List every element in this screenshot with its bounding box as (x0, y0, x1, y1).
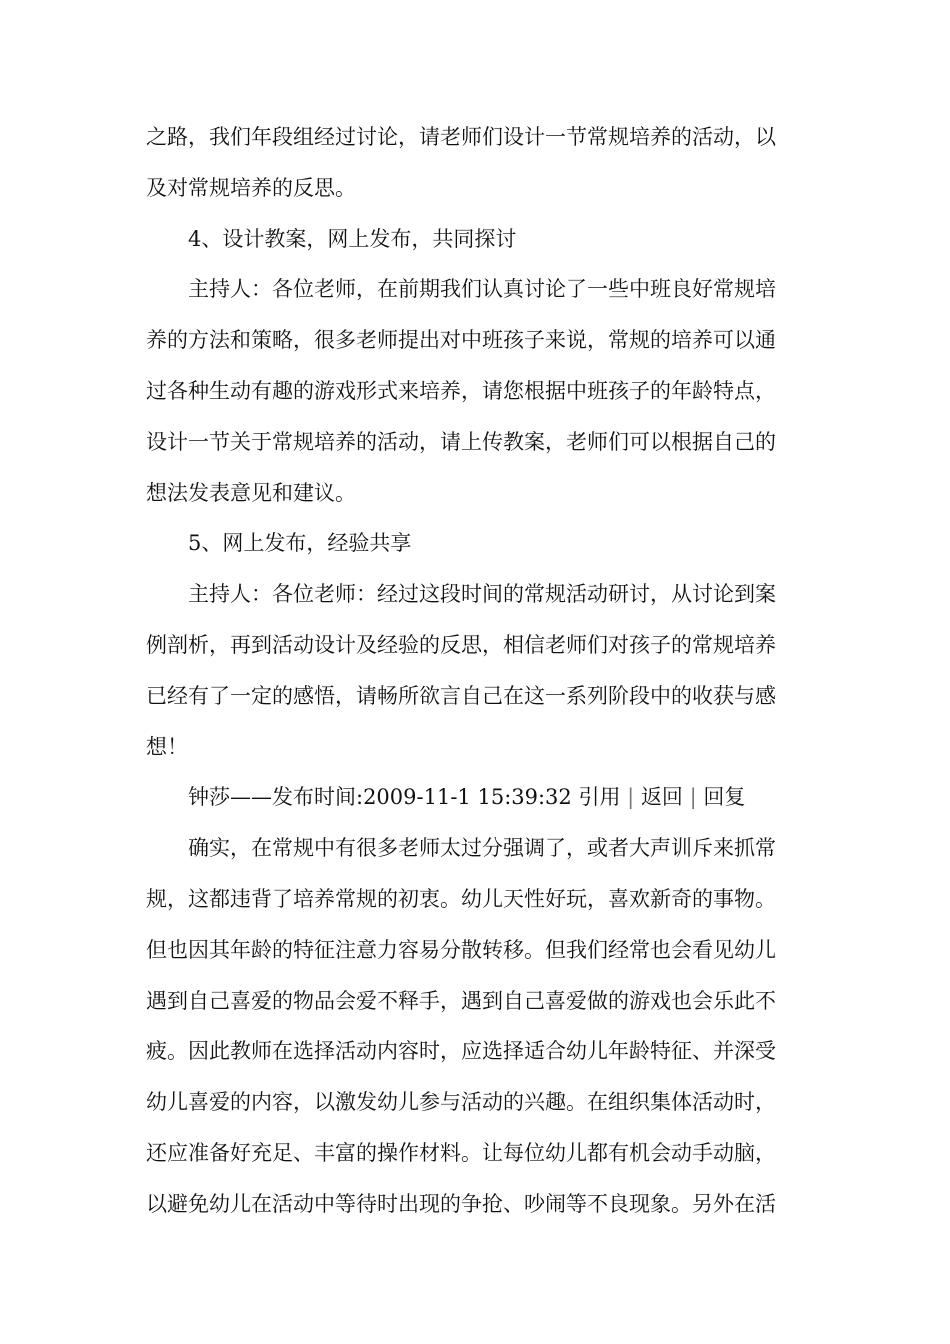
text-line: 但也因其年龄的特征注意力容易分散转移。但我们经常也会看见幼儿 (146, 937, 776, 962)
text-line: 及对常规培养的反思。 (146, 175, 356, 200)
text-line: 遇到自己喜爱的物品会爱不释手，遇到自己喜爱做的游戏也会乐此不 (146, 988, 776, 1013)
text-line: 想法发表意见和建议。 (146, 480, 356, 505)
back-link[interactable]: 返回 (640, 785, 683, 810)
separator: | (627, 785, 635, 810)
text-line: 过各种生动有趣的游戏形式来培养，请您根据中班孩子的年龄特点， (146, 378, 776, 403)
text-line: 例剖析，再到活动设计及经验的反思，相信老师们对孩子的常规培养 (146, 632, 776, 657)
text-line: 已经有了一定的感悟，请畅所欲言自己在这一系列阶段中的收获与感 (146, 683, 776, 708)
post-meta (146, 772, 818, 823)
text-line: 主持人：各位老师，在前期我们认真讨论了一些中班良好常规培 (188, 277, 776, 302)
separator: | (689, 785, 697, 810)
section-heading-4: 4、设计教案，网上发布，共同探讨 (188, 226, 517, 251)
text-line: 还应准备好充足、丰富的操作材料。让每位幼儿都有机会动手动脑， (146, 1140, 776, 1165)
text-line: 疲。因此教师在选择活动内容时，应选择适合幼儿年龄特征、并深受 (146, 1039, 776, 1064)
text-line: 以避免幼儿在活动中等待时出现的争抢、吵闹等不良现象。另外在活 (146, 1191, 776, 1216)
section-heading-5: 5、网上发布，经验共享 (188, 531, 412, 556)
text-line: 幼儿喜爱的内容，以激发幼儿参与活动的兴趣。在组织集体活动时， (146, 1090, 776, 1115)
text-line: 养的方法和策略，很多老师提出对中班孩子来说，常规的培养可以通 (146, 328, 776, 353)
text-line: 规，这都违背了培养常规的初衷。幼儿天性好玩，喜欢新奇的事物。 (146, 886, 776, 911)
quote-link[interactable]: 引用 (578, 785, 621, 810)
document-body (146, 112, 818, 1230)
text-line: 之路，我们年段组经过讨论，请老师们设计一节常规培养的活动，以 (146, 125, 776, 149)
text-line: 设计一节关于常规培养的活动，请上传教案，老师们可以根据自己的 (146, 429, 776, 454)
text-line: 确实，在常规中有很多老师太过分强调了，或者大声训斥来抓常 (188, 836, 776, 861)
reply-link[interactable]: 回复 (703, 785, 746, 810)
text-line: 想！ (146, 734, 188, 759)
text-line: 主持人：各位老师：经过这段时间的常规活动研讨，从讨论到案 (188, 582, 776, 607)
post-author-time: 钟莎——发布时间:2009-11-1 15:39:32 (188, 785, 572, 810)
